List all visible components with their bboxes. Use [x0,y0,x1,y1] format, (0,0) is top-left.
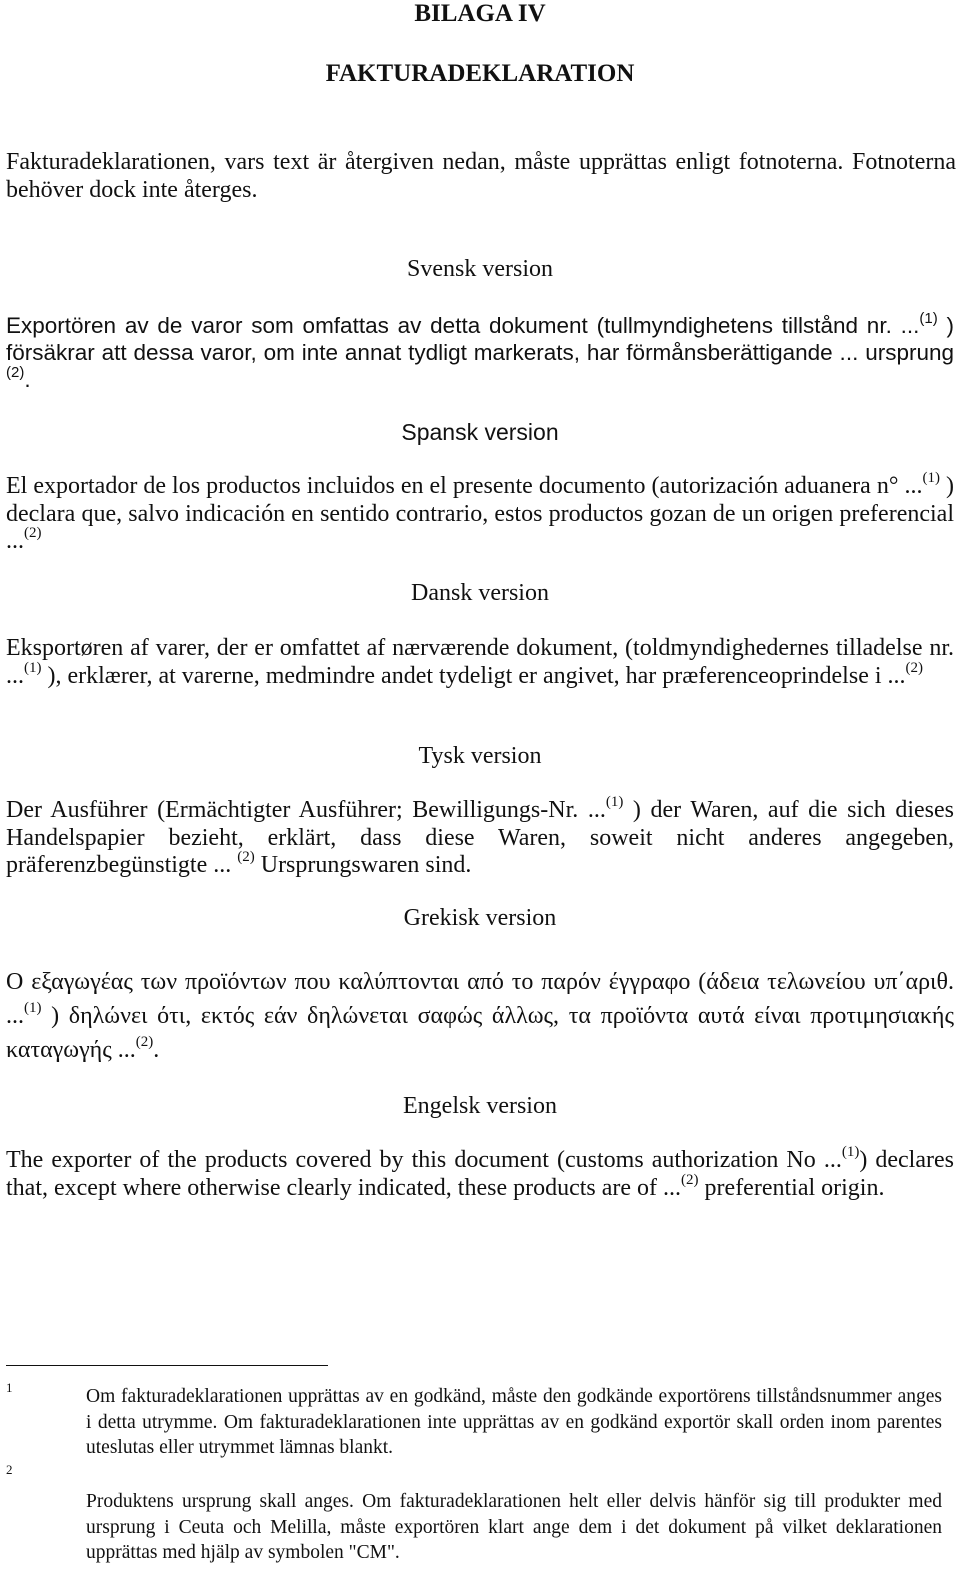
footnote-ref: (2) [135,1034,154,1050]
footnote-ref: (1) [24,659,42,676]
text-part: ), erklærer, at varerne, medmindre andet tydeligt er angivet, har præferenceoprindelse i ... [41,662,906,689]
section-text-greek [6,965,954,1067]
footnote-ref: (2) [6,363,25,381]
section-heading-german: Tysk version [418,743,542,769]
section-text-english [6,1144,954,1202]
text-part: ) declara que, salvo indicación en sentido contrario, estos productos gozan de un origen preferencial ... [6,473,954,554]
footnote-ref: (1) [841,1144,860,1160]
section-heading-english: Engelsk version [403,1093,557,1119]
text-part: The exporter of the products covered by this document (customs authorization No ... [6,1147,842,1173]
footnote-ref: (2) [237,849,255,865]
footnote-separator [6,1365,328,1366]
footnote-ref: (1) [919,309,938,327]
footnote-number: 1 [6,1380,13,1395]
text-part: Eksportøren af varer, der er omfattet af nærværende dokument, (toldmyndighedernes tilladelse nr. ... [6,635,954,689]
text-part: ) declares that, except where otherwise clearly indicated, these products are of ... [6,1147,954,1201]
footnote-ref: (1) [24,1000,42,1016]
text-part: Ο εξαγωγέας των προϊόντων που καλύπτονται από το παρόν έγγραφο (άδεια τελωνείου υπ΄αριθ. ... [6,969,954,1029]
section-heading-spanish: Spansk version [401,419,559,445]
footnote-text: Produktens ursprung skall anges. Om fakturadeklarationen helt eller delvis hänför sig till produkter med ursprung i Ceuta och Melilla, måste exportören klart ange dem i det dokument på vilket deklarationen upprättas med hjälp av symbolen "CM". [86,1491,942,1563]
footnote-ref: (2) [905,659,924,676]
footnote-ref: (2) [681,1171,699,1188]
section-text-danish [6,635,954,690]
text-part: ) der Waren, auf die sich dieses Handelspapier bezieht, erklärt, dass diese Waren, soweit nicht anderes angegeben, präferenzbegünstigte ... [6,797,954,878]
text-part: El exportador de los productos incluidos en el presente documento (autorización aduanera n° ... [6,473,923,499]
section-heading-greek: Grekisk version [403,905,557,931]
section-heading-danish: Dansk version [411,580,549,606]
text-part: Der Ausführer (Ermächtigter Ausführer; Bewilligungs-Nr. ... [6,797,606,823]
section-heading-swedish: Svensk version [407,256,553,282]
footnote-ref: (1) [605,794,624,810]
footnote-ref: (2) [24,525,42,541]
intro-paragraph: Fakturadeklarationen, vars text är återgiven nedan, måste upprättas enligt fotnoterna. Fotnoterna behöver dock inte återges. [6,149,956,203]
text-part: ) δηλώνει ότι, εκτός εάν δηλώνεται σαφώς άλλως, τα προϊόντα αυτά είναι προτιμησιακής καταγωγής ... [6,1003,954,1063]
annex-title: BILAGA IV [414,0,546,27]
text-part: Ursprungswaren sind. [254,852,472,878]
text-part: ) försäkrar att dessa varor, om inte annat tydligt markerats, har förmånsberättigande ... ursprung [6,313,954,365]
footnote-number: 2 [6,1462,13,1477]
document-title: FAKTURADEKLARATION [325,60,635,87]
text-part: preferential origin. [698,1174,885,1201]
footnote-text: Om fakturadeklarationen upprättas av en godkänd, måste den godkände exportörens tillståndsnummer anges i detta utrymme. Om fakturadeklarationen inte upprättas av en godkänd exportör skall orden inom parentes uteslutas eller utrymmet lämnas blankt. [86,1386,942,1458]
footnote-ref: (1) [922,470,940,486]
section-text-swedish [6,309,954,393]
section-text-spanish [6,470,954,556]
text-part: . [24,367,31,392]
text-part: . [153,1037,160,1063]
text-part: Exportören av de varor som omfattas av detta dokument (tullmyndighetens tillstånd nr. ... [6,313,920,338]
section-text-german [6,794,954,880]
